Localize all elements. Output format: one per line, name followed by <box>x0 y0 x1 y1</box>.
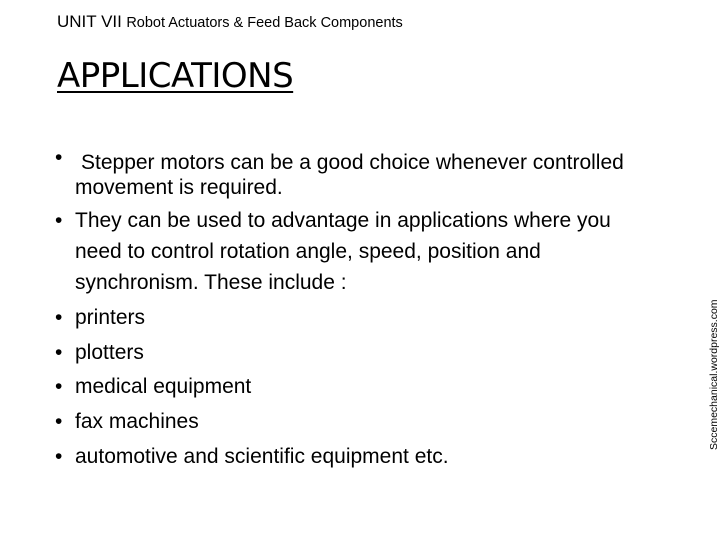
bullet-list <box>55 145 655 475</box>
list-item <box>55 405 655 440</box>
list-item <box>55 440 655 475</box>
list-item <box>55 336 655 371</box>
bullet-text: printers <box>75 305 146 329</box>
bullet-text: medical equipment <box>75 375 252 399</box>
list-item <box>55 370 655 405</box>
bullet-text: automotive and scientific equipment etc. <box>75 444 449 468</box>
list-item <box>55 205 655 301</box>
bullet-icon: • <box>55 375 63 399</box>
bullet-icon: • <box>55 208 63 232</box>
list-item <box>55 301 655 336</box>
bullet-text: They can be used to advantage in applications where you need to control rotation angle, speed, position and synchronism. These include : <box>75 208 611 294</box>
bullet-icon: • <box>55 146 63 169</box>
slide-header <box>57 12 403 32</box>
list-item <box>55 145 655 205</box>
bullet-icon: • <box>55 340 63 364</box>
unit-label: UNIT VII <box>57 12 122 31</box>
bullet-text: fax machines <box>75 410 199 434</box>
watermark-text: Sccemechanical.wordpress.com <box>708 299 720 450</box>
bullet-icon: • <box>55 410 63 434</box>
bullet-text: plotters <box>75 340 144 364</box>
bullet-icon: • <box>55 305 63 329</box>
unit-topic: Robot Actuators & Feed Back Components <box>126 15 403 31</box>
bullet-text: Stepper motors can be a good choice whenever controlled movement is required. <box>75 150 624 199</box>
bullet-icon: • <box>55 444 63 468</box>
slide-title: APPLICATIONS <box>57 56 294 96</box>
